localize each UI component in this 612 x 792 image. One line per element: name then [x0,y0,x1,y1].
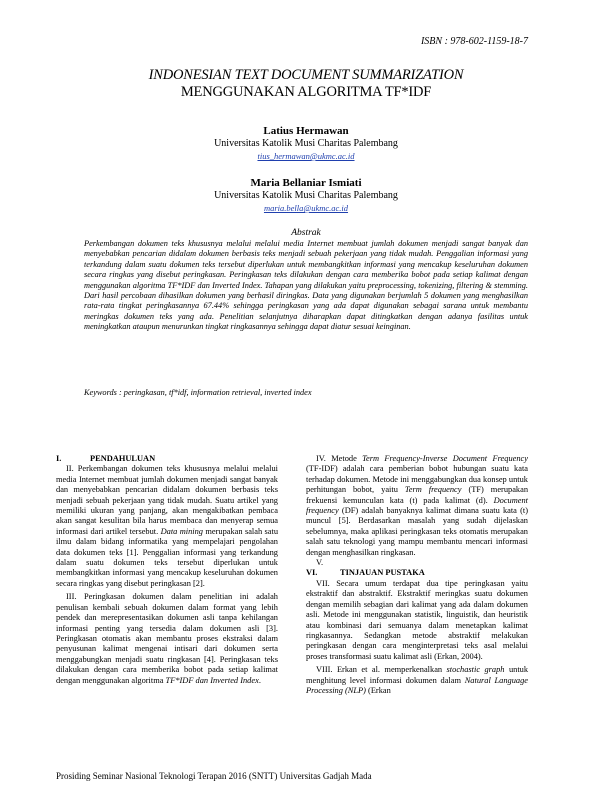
paragraph: III. Peringkasan dokumen dalam penelitian ini adalah penulisan kembali sebuah dokumen dalam format yang lebih pendek dan merepresentasikan dokumen asli tanpa kehilangan informasi penting yang tersedia dalam dokumen asli [3]. Peringkasan otomatis akan membantu proses ekstraksi dalam penyusunan kalimat mengenai intisari dari dokumen serta menggabungkan menjadi suatu ringkasan [4]. Peringkasan teks dilakukan dengan cara memberika bobot pada setiap kalimat dengan menggunakan algoritma TF*IDF dan Inverted Index. [56,592,278,685]
section-heading-introduction [56,454,278,464]
paragraph: VII. Secara umum terdapat dua tipe peringkasan yaitu ekstraktif dan abstraktif. Ekstraktif meringkas suatu dokumen dengan memilih sebagian dari kalimat yang ada dalam dokumen asli. Metode ini menggunakan statistik, linguistik, dan heuristik atau kombinasi dari semuanya dalam menetapkan kalimat ringkasannya. Sedangkan metode abstraktif melakukan peringkasan dengan cara menginterpretasi teks asal melalui proses transformasi suatu kalimat asli (Erkan, 2004). [306,578,528,661]
isbn: ISBN : 978-602-1159-18-7 [420,36,528,47]
paragraph: II. Perkembangan dokumen teks khususnya melalui melalui media Internet membuat jumlah dokumen menjadi sangat banyak dan menyebabkan pencarian didalam dokumen berbasis teks menjadi sebuah pekerjaan yang tidak mudah. Suatu artikel yang memiliki ukuran yang panjang, akan mengakibatkan pembaca akan sangat kesulitan bila harus membaca dan menyerap semua informasi dari artikel tersebut. Data mining merupakan salah satu ilmu dalam bidang informatika yang mempelajari pengolahan data dokumen teks [1]. Penggalian informasi yang terkandung dalam suatu dokumen teks tersebut diperlukan untuk membangkitkan informasi yang mencakup keseluruhan dokumen secara ringkas yang disebut peringkasan [2]. [56,464,279,588]
paragraph: VIII. Erkan et al. memperkenalkan stochastic graph untuk menghitung level informasi dokumen dalam Natural Language Processing (NLP) (Erkan [306,665,529,695]
abstract-text: Perkembangan dokumen teks khususnya melalui melalui media Internet membuat jumlah dokumen menjadi sangat banyak dan menyebabkan pencarian didalam dokumen berbasis teks menjadi sebuah pekerjaan yang tidak mudah. Penggalian informasi yang terkandung dalam suatu dokumen teks tersebut diperlukan untuk membangkitkan informasi yang mencakup keseluruhan dokumen secara ringkas yang disebut peringkasan. Peringkasan teks dilakukan dengan cara memberika bobot pada setiap kalimat dengan menggunakan algoritma TF*IDF dan Inverted Index. Tahapan yang dilakukan yaitu preprocessing, tokenizing, filtering & stemming. Dari hasil percobaan dihasilkan dokumen yang berhasil diringkas. Data yang digunakan berjumlah 5 dokumen yang menghasilkan rata-rata tingkat peringkasannya 67.44% sehingga peringkasan yang ada dapat digunakan sebagai sarana untuk membantu meringkas dokumen teks yang ada. Penelitian selanjutnya diharapkan dapat ditingkatkan dengan adanya fasilitas untuk meningkatkan ataupun menurunkan tingkat ringkasannya sehingga dapat diatur sesuai keinginan. [84,239,528,332]
title-line-1: INDONESIAN TEXT DOCUMENT SUMMARIZATION [148,67,464,83]
left-column [56,454,278,686]
author-affiliation: Universitas Katolik Musi Charitas Palembang [214,190,398,201]
author-block-1 [60,125,552,162]
keywords: Keywords : peringkasan, tf*idf, information retrieval, inverted index [84,388,312,397]
section-number: I. [56,454,62,463]
abstract-heading: Abstrak [291,228,321,238]
section-title: TINJAUAN PUSTAKA [340,568,425,578]
footer: Prosiding Seminar Nasional Teknologi Terapan 2016 (SNTT) Universitas Gadjah Mada [56,771,372,781]
section-title: PENDAHULUAN [90,454,156,463]
author-name: Latius Hermawan [263,125,349,137]
author-email-link[interactable]: tius_hermawan@ukmc.ac.id [257,151,355,161]
right-column [306,454,528,696]
title-line-2: MENGGUNAKAN ALGORITMA TF*IDF [180,84,432,100]
paragraph-marker: V. [316,558,324,568]
author-email-link[interactable]: maria.bella@ukmc.ac.id [263,203,349,213]
paragraph: IV. Metode Term Frequency-Inverse Document Frequency (TF-IDF) adalah cara pemberian bobot hubungan suatu kata terhadap dokumen. Metode ini menggabungkan dua konsep untuk perhitungan bobot, yaitu Term frequency (TF) merupakan frekuensi kemunculan kata (t) pada kalimat (d). Document frequency (DF) adalah banyaknya kalimat dimana suatu kata (t) muncul [5]. Berdasarkan masalah yang sudah dijelaskan sebelumnya, maka aplikasi peringkasan teks otomatis merupakan salah satu teknologi yang mampu membantu mencari informasi dengan menghasilkan ringkasan. [306,454,529,557]
author-block-2 [60,177,552,214]
section-number: VI. [306,568,318,578]
author-name: Maria Bellaniar Ismiati [250,177,362,189]
section-heading-literature [306,568,528,578]
author-affiliation: Universitas Katolik Musi Charitas Palembang [214,138,398,149]
paper-title [60,67,552,101]
